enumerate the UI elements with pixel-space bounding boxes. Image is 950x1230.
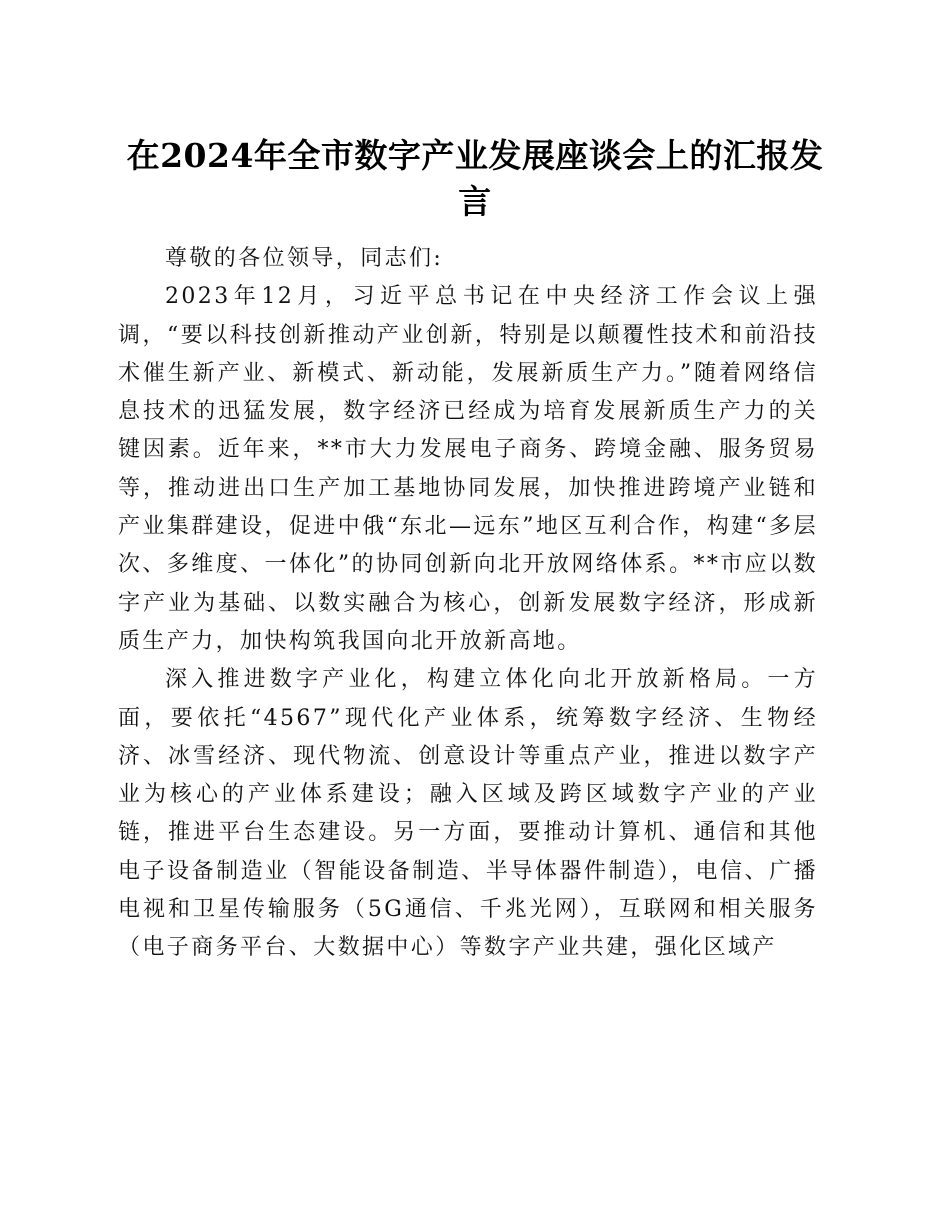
document-title: 在2024年全市数字产业发展座谈会上的汇报发言 [126, 136, 824, 221]
document-body [118, 240, 818, 968]
paragraph-2: 深入推进数字产业化，构建立体化向北开放新格局。一方面，要依托“4567”现代化产业体系，统筹数字经济、生物经济、冰雪经济、现代物流、创意设计等重点产业，推进以数字产业为核心的产业体系建设；融入区域及跨区域数字产业的产业链，推进平台生态建设。另一方面，要推动计算机、通信和其他电子设备制造业（智能设备制造、半导体器件制造），电信、广播电视和卫星传输服务（5G通信、千兆光网），互联网和相关服务（电子商务平台、大数据中心）等数字产业共建，强化区域产 [118, 667, 818, 961]
salutation: 尊敬的各位领导，同志们: [165, 246, 444, 271]
paragraph-1: 2023年12月，习近平总书记在中央经济工作会议上强调，“要以科技创新推动产业创新，特别是以颠覆性技术和前沿技术催生新产业、新模式、新动能，发展新质生产力。”随着网络信息技术的迅猛发展，数字经济已经成为培育发展新质生产力的关键因素。近年来，**市大力发展电子商务、跨境金融、服务贸易等，推动进出口生产加工基地协同发展，加快推进跨境产业链和产业集群建设，促进中俄“东北—远东”地区互利合作，构建“多层次、多维度、一体化”的协同创新向北开放网络体系。**市应以数字产业为基础、以数实融合为核心，创新发展数字经济，形成新质生产力，加快构筑我国向北开放新高地。 [118, 284, 818, 654]
